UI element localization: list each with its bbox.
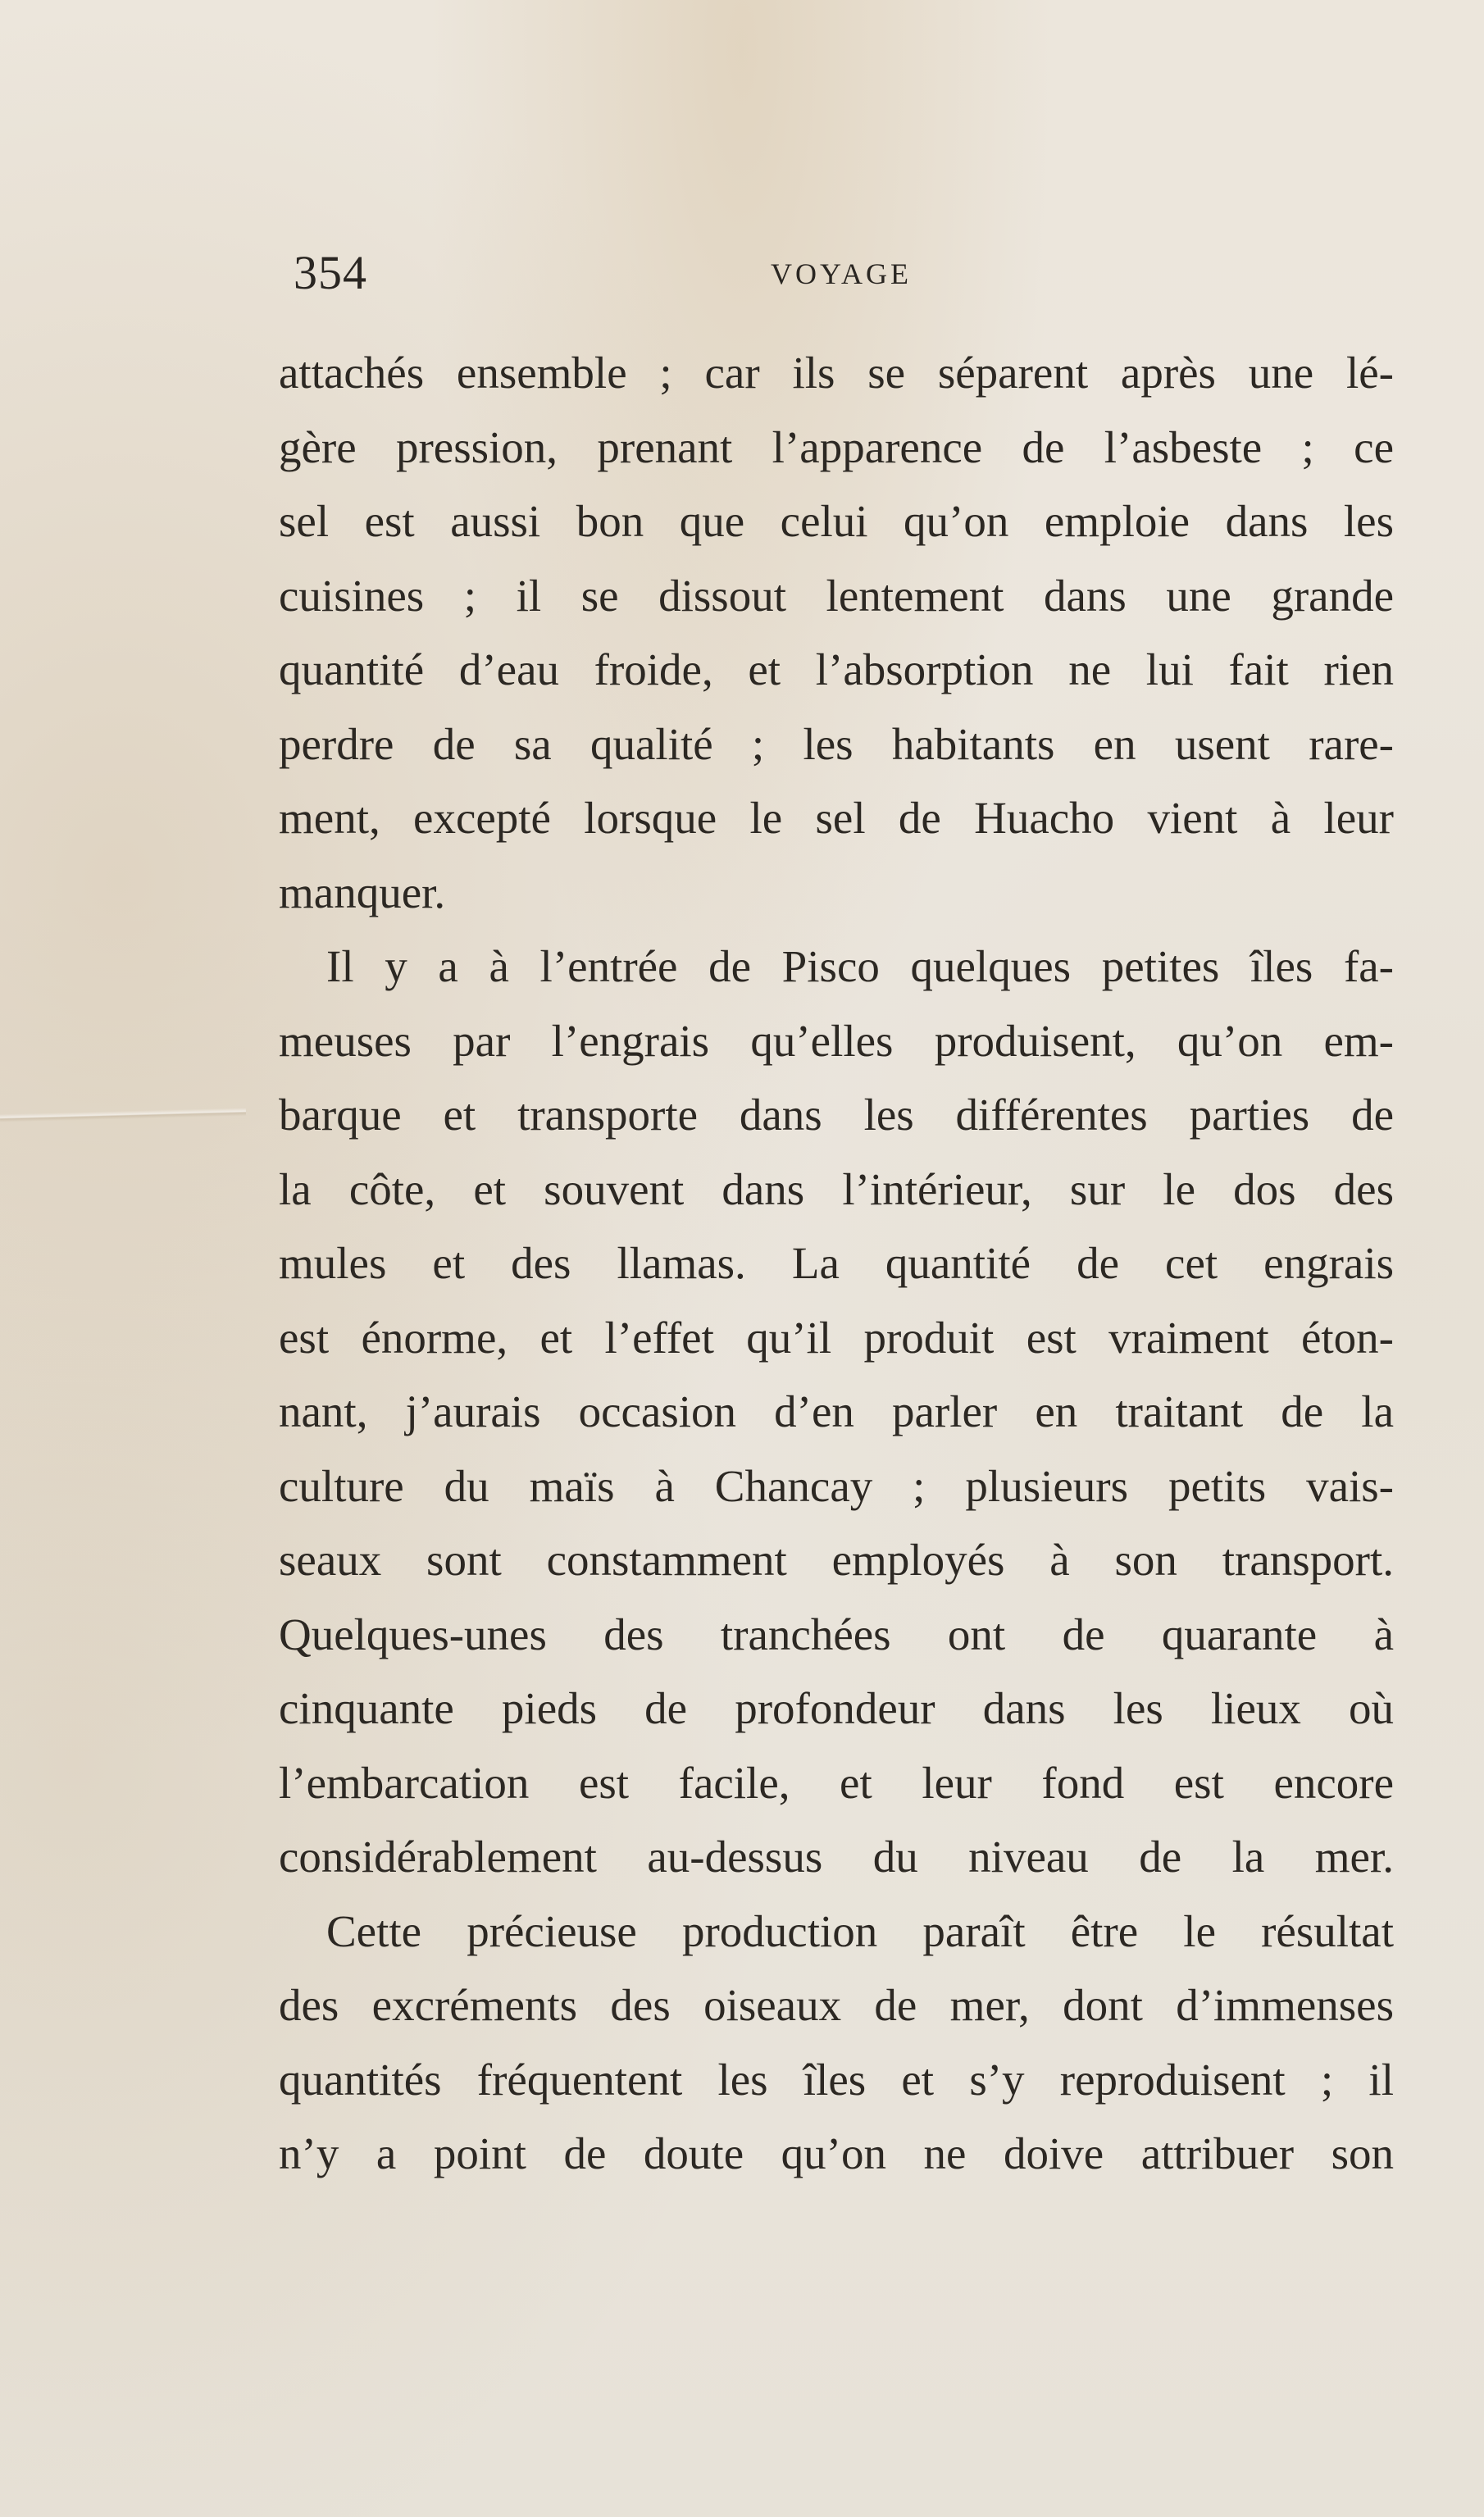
text-line: meuses par l’engrais qu’elles produisent, qu’on em- [279,1015,1394,1066]
text-line: quantités fréquentent les îles et s’y reproduisent ; il [279,2054,1394,2105]
text-line: la côte, et souvent dans l’intérieur, sur le dos des [279,1163,1394,1214]
text-line: ment, excepté lorsque le sel de Huacho vient à leur [279,793,1394,843]
paragraph [279,930,1394,1895]
text-line: culture du maïs à Chancay ; plusieurs petits vais- [279,1460,1394,1511]
page-header [294,244,1409,302]
text-line: barque et transporte dans les différentes parties de [279,1090,1394,1140]
text-line: gère pression, prenant l’apparence de l’asbeste ; ce [279,421,1394,472]
text-line: quantité d’eau froide, et l’absorption ne lui fait rien [279,644,1394,694]
text-line: considérablement au-dessus du niveau de la mer. [279,1832,1394,1882]
paper-crease [0,1108,246,1122]
text-line: cinquante pieds de profondeur dans les lieux où [279,1683,1394,1733]
text-line: Quelques-unes des tranchées ont de quarante à [279,1609,1394,1659]
text-line: nant, j’aurais occasion d’en parler en traitant de la [279,1386,1394,1436]
text-line: l’embarcation est facile, et leur fond est encore [279,1757,1394,1808]
text-line: n’y a point de doute qu’on ne doive attribuer son [279,2128,1394,2178]
body-text [279,336,1394,2192]
text-line: attachés ensemble ; car ils se séparent après une lé- [279,348,1394,398]
text-line: seaux sont constamment employés à son transport. [279,1535,1394,1585]
paragraph [279,336,1394,930]
text-line: des excréments des oiseaux de mer, dont d’immenses [279,1980,1394,2030]
text-line: cuisines ; il se dissout lentement dans une grande [279,570,1394,621]
running-head: VOYAGE [771,257,912,290]
text-line: est énorme, et l’effet qu’il produit est vraiment éton- [279,1312,1394,1363]
text-line: manquer. [279,867,446,917]
text-line: sel est aussi bon que celui qu’on emploie dans les [279,496,1394,546]
text-line: mules et des llamas. La quantité de cet engrais [279,1238,1394,1288]
text-line: Il y a à l’entrée de Pisco quelques petites îles fa- [326,941,1394,991]
text-line: Cette précieuse production paraît être le résultat [326,1905,1394,1956]
paragraph [279,1895,1394,2192]
page-number: 354 [294,246,367,299]
text-line: perdre de sa qualité ; les habitants en usent rare- [279,718,1394,769]
